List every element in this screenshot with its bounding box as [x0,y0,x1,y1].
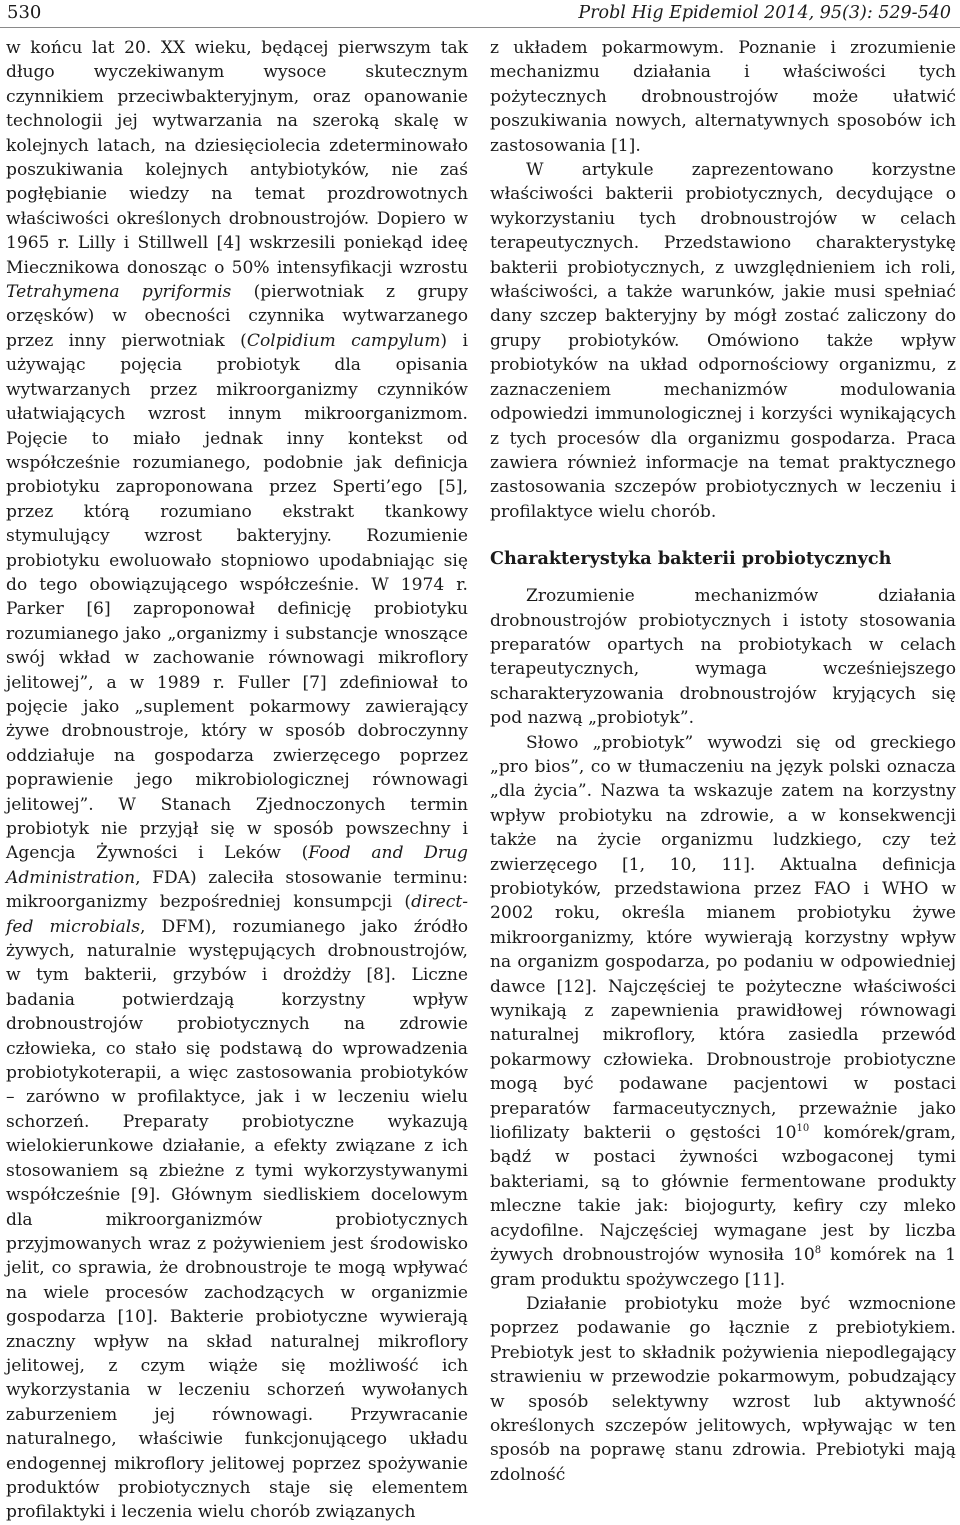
running-header [0,0,960,30]
section-heading: Charakterystyka bakterii probiotycznych [490,548,892,570]
text-run: Słowo „probiotyk” wywodzi się od greckiego „pro bios”, co w tłumaczeniu na język polski oznacza „dla życia”. Nazwa ta wskazuje zatem na korzystny wpływ probiotyku na zdrowie, a w konsekwencji także na życie organizmu ludzkiego, czy też zwierzęcego [1, 10, 11]. Aktualna definicja probiotyków, przedstawiona przez FAO i WHO w 2002 roku, określa mianem probiotyku żywe mikroorganizmy, które wywierają korzystny wpływ na organizm gospodarza, po podaniu w odpowiedniej dawce [12]. Najczęściej te pożyteczne właściwości wynikają z zapewnienia prawidłowej równowagi naturalnej mikroflory, która zasiedla przewód pokarmowy człowieka. Drobnoustroje probiotyczne mogą być podawane pacjentowi w postaci preparatów farmaceutycznych, przeważnie jako liofilizaty bakterii o gęstości 10 [490,732,956,1144]
paragraph [490,731,956,1292]
paragraph: z układem pokarmowym. Poznanie i zrozumienie mechanizmu działania i właściwości tych pożytecznych drobnoustrojów może ułatwić poszukiwania nowych, alternatywnych sposobów ich zastosowania [1]. [490,38,956,156]
italic-species-name: Colpidium campylum [246,330,441,351]
text-run: , FDA) zaleciła stosowanie terminu: mikroorganizmy bezpośredniej konsumpcji ( [6,867,468,913]
paragraph: Zrozumienie mechanizmów działania drobnoustrojów probiotycznych i istoty stosowania preparatów opartych na probiotykach w celach terapeutycznych, wymaga wcześniejszego scharakteryzowania drobnoustrojów kryjących się pod nazwą „probiotyk”. [490,586,956,729]
paragraph: W artykule zaprezentowano korzystne właściwości bakterii probiotycznych, decydujące o wykorzystaniu tych drobnoustrojów w celach terapeutycznych. Przedstawiono charakterystykę bakterii probiotycznych, z uwzględnieniem ich roli, właściwości, a także warunków, jakie musi spełniać dany szczep bakteryjny by mógł zostać zaliczony do grupy probiotyków. Omówiono także wpływ probiotyków na układ odpornościowy organizmu, z zaznaczeniem mechanizmów modulowania odpowiedzi immunologicznej i korzyści wynikających z tych procesów dla organizmu gospodarza. Praca zawiera również informacje na temat praktycznego zastosowania szczepów probiotycznych w leczeniu i profilaktyce wielu chorób. [490,160,956,522]
text-run: (pierwotniak z grupy orzęsków) w obecności czynnika wytwarzanego przez inny pierwotniak ( [6,282,468,351]
text-run: komórek/gram, bądź w postaci żywności wzbogaconej tymi bakteriami, są to głównie fermentowane produkty mleczne takie jak: biojogurty, kefiry czy mleko acydofilne. Najczęściej wymagane jest by liczba żywych drobnoustrojów wynosiła 10 [490,1123,956,1266]
text-run: komórek na 1 gram produktu spożywczego [11]. [490,1245,956,1290]
superscript-exponent: 10 [796,1123,810,1135]
left-text-column [6,36,468,1525]
text-run: , DFM), rozumianego jako źródło żywych, naturalnie występujących drobnoustrojów, w tym bakterii, grzybów i drożdży [8]. Liczne badania potwierdzają korzystny wpływ drobnoustrojów probiotycznych na zdrowie człowieka, co stało się podstawą do wprowadzenia probiotykoterapii, a więc zastosowania probiotyków – zarówno w profilaktyce, jak i w leczeniu wielu schorzeń. Preparaty probiotyczne wykazują wielokierunkowe działanie, a efekty związane z ich stosowaniem są zbieżne z tymi wykorzystywanymi współcześnie [9]. Głównym siedliskiem docelowym dla mikroorganizmów probiotycznych przyjmowanych wraz z pożywieniem jest środowisko jelit, co sprawia, że drobnoustroje te mogą wpływać na wiele procesów zachodzących w organizmie gospodarza [10]. Bakterie probiotyczne wywierają znaczny wpływ na skład naturalnej mikroflory jelitowej, z czym wiąże się możliwość ich wykorzystania w leczeniu schorzeń wywołanych zaburzeniem jej równowagi. Przywracanie naturalnego, właściwie funkcjonującego układu endogennej mikroflory jelitowej poprzez spożywanie produktów probiotycznych staje się elementem profilaktyki i leczenia wielu chorób związanych [6,916,468,1523]
right-text-column [490,36,956,1487]
text-run: w końcu lat 20. XX wieku, będącej pierwszym tak długo wyczekiwanym wysoce skutecznym czynnikiem przeciwbakteryjnym, oraz opanowanie technologii jej wytwarzania na szeroką skalę w kolejnych latach, na dziesięciolecia zdeterminowało poszukiwania kolejnych antybiotyków, nie zaś pogłębianie wiedzy na temat prozdrowotnych właściwości określonych drobnoustrojów. Dopiero w 1965 r. Lilly i Stillwell [4] wskrzesili poniekąd ideę Miecznikowa donosząc o 50% intensyfikacji wzrostu [6,38,468,278]
italic-species-name: Tetrahymena pyriformis [6,282,232,303]
text-run: ) i używając pojęcia probiotyk dla opisania wytwarzanych przez mikroorganizmy czynników ułatwiających wzrost innym mikroorganizmom. Pojęcie to miało jednak inny kontekst od współcześnie rozumianego, podobnie jak definicja probiotyku zaproponowana przez Sperti’ego [5], przez którą rozumiano ekstrakt tkankowy stymulujący wzrost bakteryjny. Rozumienie probiotyku ewoluowało stopniowo upodabniając się do tego obowiązującego współcześnie. W 1974 r. Parker [6] zaproponował definicję probiotyku rozumianego jako „organizmy i substancje wnoszące swój wkład w zachowanie równowagi mikroflory jelitowej”, a w 1989 r. Fuller [7] zdefiniował to pojęcie jako „suplement pokarmowy zawierający żywe drobnoustroje, który w sposób dobroczynny oddziałuje na gospodarza zwierzęcego poprzez poprawienie jego mikrobiologicznej równowagi jelitowej”. W Stanach Zjednoczonych termin probiotyk nie przyjął się w sposób powszechny i Agencja Żywności i Leków ( [6,330,468,864]
italic-term: direct-fed microbials [6,892,468,937]
paragraph [6,36,468,1525]
superscript-exponent: 8 [814,1245,822,1257]
paragraph: Działanie probiotyku może być wzmocnione poprzez podawanie go łącznie z prebiotykiem. Prebiotyk jest to składnik pożywienia niepodlegający strawieniu w przewodzie pokarmowym, pobudzający w sposób selektywny wzrost lub aktywność określonych szczepów jelitowych, wpływając w ten sposób na poprawę stanu zdrowia. Prebiotyki mają zdolność [490,1293,956,1485]
italic-agency-name: Food and Drug Administration [6,843,468,888]
header-divider [0,27,960,28]
journal-citation: Probl Hig Epidemiol 2014, 95(3): 529-540 [578,3,951,23]
page-number: 530 [7,2,42,23]
